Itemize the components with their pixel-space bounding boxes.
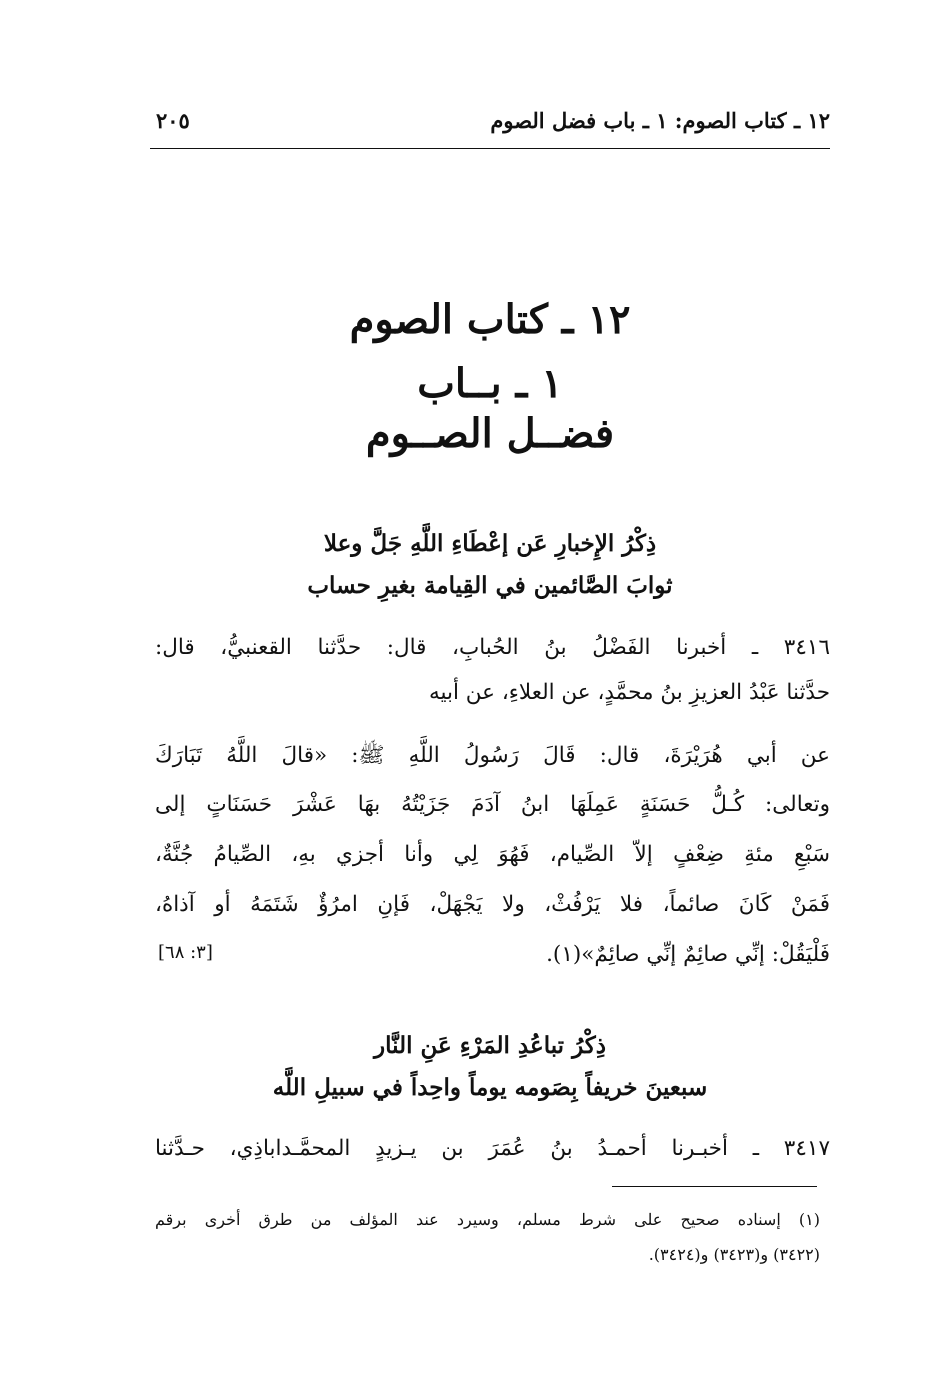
volume-reference: [٣: ٦٨]: [158, 942, 213, 963]
isnad-line: ٣٤١٧ ـ أخبـرنا أحمـدُ بنُ عُمَرَ بن يـزيدٍ المحمَّـداباذِي، حـدَّثنا: [155, 1136, 830, 1161]
section-heading-line: ذِكْرُ الإِخبارِ عَن إعْطَاءِ اللَّهِ جَلَّ وعلا: [323, 530, 657, 557]
page-header: [150, 108, 830, 148]
isnad-line: ٣٤١٦ ـ أخبرنا الفَضْلُ بنُ الحُبابِ، قال: حدَّثنا القعنبيُّ، قال:: [155, 635, 830, 660]
footnote-line: (١) إسناده صحيح على شرط مسلم، وسيرد عند المؤلف من طرق أخرى برقم: [155, 1210, 820, 1229]
page-number: ٢٠٥: [156, 108, 190, 133]
section-heading-line: سبعينَ خريفاً بِصَومه يوماً واحِداً في سبيلِ اللَّه: [272, 1074, 708, 1101]
hadith-line: عن أبي هُرَيْرَةَ، قال: قَالَ رَسُولُ اللَّهِ ﷺ: «قالَ اللَّهُ تَبَارَكَ: [155, 743, 830, 768]
hadith-line: سَبْعِ مئةِ ضِعْفٍ إلاّ الصِّيام، فَهُوَ لِي وأنا أجزي بهِ، الصِّيامُ جُنَّةٌ،: [155, 842, 830, 867]
bab-title: فضــل الصــوم: [365, 410, 615, 457]
book-title: ١٢ ـ كتاب الصوم: [349, 296, 631, 343]
hadith-line: فَمَنْ كَانَ صائماً، فلا يَرْفُثْ، ولا يَجْهَلْ، فَإنِ امرُؤٌ شَتَمَهُ أو آذاهُ،: [155, 892, 830, 917]
bab-number: ١ ـ بــاب: [417, 360, 563, 407]
header-rule: [150, 148, 830, 149]
isnad-line: حدَّثنا عَبْدُ العزيزِ بنُ محمَّدٍ، عن العلاءِ، عن أبيه: [428, 680, 830, 705]
section-heading-line: ذِكْرُ تباعُدِ المَرْءِ عَنِ النَّار: [374, 1032, 606, 1059]
footnote-line: (٣٤٢٢) و(٣٤٢٣) و(٣٤٢٤).: [648, 1245, 820, 1264]
running-title: ١٢ ـ كتاب الصوم: ١ ـ باب فضل الصوم: [490, 108, 830, 133]
section-heading-line: ثوابَ الصَّائمين في القِيامة بغيرِ حساب: [307, 572, 673, 599]
hadith-line: فَلْيَقُلْ: إنِّي صائِمٌ إنِّي صائِمٌ»(١).: [546, 942, 830, 967]
footnote-rule: [612, 1186, 817, 1187]
hadith-line: وتعالى: كُـلُّ حَسَنَةٍ عَمِلَهَا ابنُ آدَمَ جَزَيْتُهُ بهَا عَشْرَ حَسَنَاتٍ إلى: [155, 792, 830, 817]
